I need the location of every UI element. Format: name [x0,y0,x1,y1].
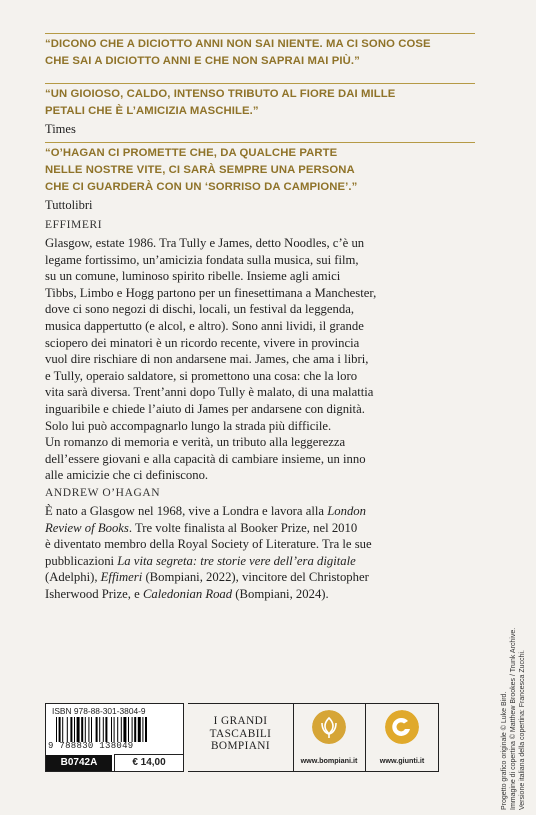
synopsis-heading: EFFIMERI [45,219,103,231]
quote-3 [45,142,485,214]
bompiani-logo-box [293,703,366,772]
quote-text: “O’HAGAN CI PROMETTE CHE, DA QUALCHE PARTE NELLE NOSTRE VITE, CI SARÀ SEMPRE UNA PERSONA CHE CI GUARDERÀ CON UN ‘SORRISO DA CAMPIONE’.” [45,147,358,193]
quote-text: “DICONO CHE A DICIOTTO ANNI NON SAI NIENTE. MA CI SONO COSE CHE SAI A DICIOTTO ANNI E CHE NON SAPRAI MAI PIÙ.” [45,38,431,67]
series-box [188,703,294,772]
barcode-icon [56,717,174,742]
synopsis-text: Glasgow, estate 1986. Tra Tully e James, detto Noodles, c’è un legame fortissimo, un’amicizia fondata sulla musica, sui film, su un comune, luminoso spirito ribelle. Insieme agli amici Tibbs, Limbo e Hogg partono per un finesettimana a Manchester, dove ci sono negozi di dischi, locali, un festival da leggenda, musica dappertutto (e alcol, e altro). Sono anni lividi, il grande sciopero dei minatori è un ricordo recente, vivere in provincia vuol dire rischiare di non andarsene mai. James, che ama i libri, e Tully, operaio saldatore, si promettono una cosa: che la loro vita sarà diversa. Trent’anni dopo Tully è malato, di una malattia inguaribile e chiede l’aiuto di James per andarsene con dignità. Solo lui può accompagnarlo lungo la strada più difficile. Un romanzo di memoria e verità, un tributo alla leggerezza dell’essere giovani e alla capacità di cambiare insieme, un inno alle amicizie che ci definiscono. [45,236,377,483]
quote-source: Times [45,122,76,136]
quote-divider [45,142,475,143]
quote-1 [45,33,485,70]
author-bio: È nato a Glasgow nel 1968, vive a Londra e lavora alla London Review of Books. Tre volte finalista al Booker Prize, nel 2010 è diventato membro della Royal Society of Literature. Tra le sue pubblicazioni La vita segreta: tre storie vere dell’era digitale (Adelphi), Effimeri (Bompiani, 2022), vincitore del Christopher Isherwood Prize, e Caledonian Road (Bompiani, 2024). [45,504,372,601]
quote-2 [45,83,485,138]
cover-credits: Progetto grafico originale © Luke Bird. Immagine di copertina © Matthew Brookes / Trunk Archive. Versione italiana della copertina: Francesca Zucchi. [501,627,526,810]
bompiani-url: www.bompiani.it [300,756,358,765]
giunti-url: www.giunti.it [379,756,425,765]
quote-source: Tuttolibri [45,198,93,212]
isbn-label: ISBN 978-88-301-3804-9 [52,706,146,716]
series-line: BOMPIANI [210,740,271,752]
series-line: I GRANDI [213,715,268,727]
quote-divider [45,33,475,34]
giunti-logo-box [366,703,439,772]
giunti-swirl-icon [385,710,419,744]
barcode-digits: 9 788830 138049 [48,741,134,751]
product-code: B0742A [46,755,112,771]
bompiani-tulip-icon [312,710,346,744]
price-label: € 14,00 [114,754,183,771]
series-line: TASCABILI [209,727,272,740]
barcode-area [45,703,184,772]
quote-text: “UN GIOIOSO, CALDO, INTENSO TRIBUTO AL FIORE DAI MILLE PETALI CHE È L’AMICIZIA MASCHILE.” [45,88,396,117]
author-heading: ANDREW O’HAGAN [45,487,161,499]
quote-divider [45,83,475,84]
